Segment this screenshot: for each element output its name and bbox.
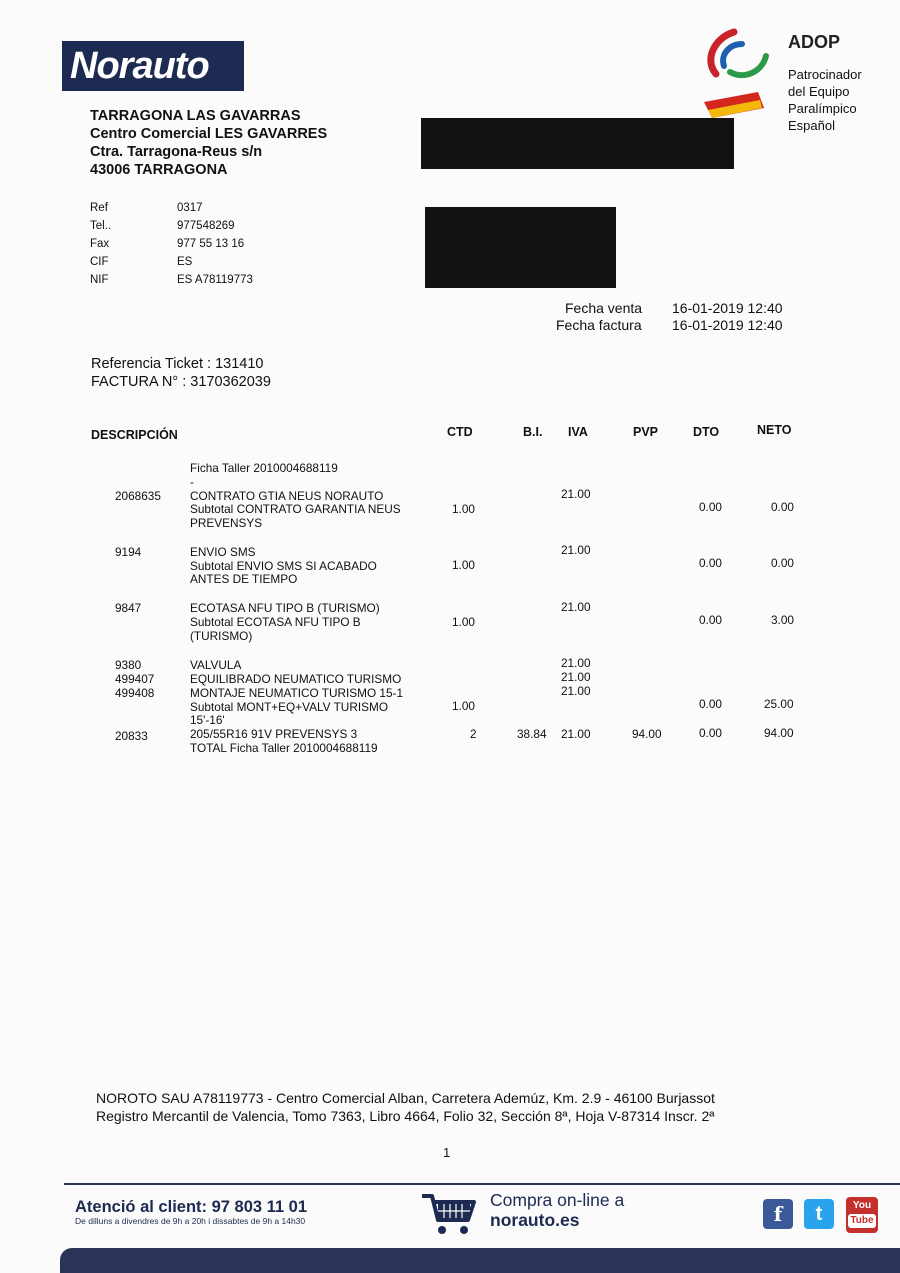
line-code: 20833 — [115, 729, 148, 743]
col-header-net: NETO — [757, 423, 792, 437]
field-label-tel: Tel.. — [90, 220, 112, 232]
line-discount: 0.00 — [699, 500, 722, 514]
col-header-vat: IVA — [568, 425, 588, 439]
line-description: TOTAL Ficha Taller 2010004688119 — [190, 741, 378, 755]
line-quantity: 1.00 — [452, 615, 475, 629]
field-value-cif: ES — [177, 256, 193, 268]
line-description: Subtotal ENVIO SMS SI ACABADO — [190, 559, 377, 573]
line-quantity: 1.00 — [452, 502, 475, 516]
line-net: 3.00 — [771, 613, 794, 627]
line-description: - — [190, 475, 194, 489]
line-vat: 21.00 — [561, 487, 591, 501]
line-description: VALVULA — [190, 658, 242, 672]
line-description: CONTRATO GTIA NEUS NORAUTO — [190, 489, 384, 503]
line-quantity: 2 — [470, 727, 477, 741]
store-line: TARRAGONA LAS GAVARRAS — [90, 108, 301, 124]
line-vat: 21.00 — [561, 670, 591, 684]
line-code: 499407 — [115, 672, 155, 686]
invoice-date-value: 16-01-2019 12:40 — [672, 317, 783, 333]
line-vat: 21.00 — [561, 684, 591, 698]
adop-line: del Equipo — [788, 84, 850, 99]
field-label-fax: Fax — [90, 238, 110, 250]
company-legal-line: NOROTO SAU A78119773 - Centro Comercial Alban, Carretera Ademúz, Km. 2.9 - 46100 Burjassot — [96, 1090, 715, 1106]
field-label-ref: Ref — [90, 202, 108, 214]
line-discount: 0.00 — [699, 613, 722, 627]
line-net: 0.00 — [771, 556, 794, 570]
line-taxable-base: 38.84 — [517, 727, 547, 741]
online-shop-link[interactable]: norauto.es — [490, 1210, 580, 1230]
line-code: 9847 — [115, 601, 142, 615]
line-net: 0.00 — [771, 500, 794, 514]
line-discount: 0.00 — [699, 726, 722, 740]
col-header-quantity: CTD — [447, 425, 473, 439]
invoice-number: FACTURA N° : 3170362039 — [91, 374, 271, 390]
line-code: 9380 — [115, 658, 142, 672]
adop-title: ADOP — [788, 32, 841, 52]
store-line: 43006 TARRAGONA — [90, 162, 228, 178]
line-discount: 0.00 — [699, 556, 722, 570]
field-label-cif: CIF — [90, 256, 109, 268]
line-unit-price: 94.00 — [632, 727, 662, 741]
line-net: 94.00 — [764, 726, 794, 740]
line-quantity: 1.00 — [452, 558, 475, 572]
logo-text: Norauto — [70, 45, 209, 87]
field-value-ref: 0317 — [177, 202, 203, 214]
norauto-logo — [62, 41, 244, 91]
line-description: Subtotal MONT+EQ+VALV TURISMO — [190, 700, 388, 714]
twitter-icon[interactable]: t — [804, 1199, 834, 1229]
line-description: Subtotal ECOTASA NFU TIPO B — [190, 615, 361, 629]
shopping-cart-icon[interactable] — [420, 1188, 480, 1240]
line-vat: 21.00 — [561, 656, 591, 670]
sale-date-value: 16-01-2019 12:40 — [672, 300, 783, 316]
store-line: Ctra. Tarragona-Reus s/n — [90, 144, 263, 160]
field-value-fax: 977 55 13 16 — [177, 238, 245, 250]
line-description: ENVIO SMS — [190, 545, 256, 559]
support-hours: De dilluns a divendres de 9h a 20h i dissabtes de 9h a 14h30 — [75, 1216, 306, 1226]
field-value-nif: ES A78119773 — [177, 274, 253, 286]
adop-line: Español — [788, 118, 835, 133]
col-header-unit-price: PVP — [633, 425, 659, 439]
invoice-date-label: Fecha factura — [556, 317, 642, 333]
line-net: 25.00 — [764, 697, 794, 711]
adop-caption — [788, 66, 862, 134]
field-value-tel: 977548269 — [177, 220, 235, 232]
line-vat: 21.00 — [561, 600, 591, 614]
youtube-icon[interactable] — [846, 1197, 878, 1233]
customer-support-phone: Atenció al client: 97 803 11 01 — [75, 1198, 308, 1216]
ticket-reference: Referencia Ticket : 131410 — [91, 356, 264, 372]
store-line: Centro Comercial LES GAVARRES — [90, 126, 328, 142]
footer-divider — [64, 1183, 900, 1185]
footer-band — [60, 1248, 900, 1273]
online-shop-caption: Compra on-line a — [490, 1190, 625, 1210]
adop-line: Paralímpico — [788, 101, 857, 116]
sale-date-label: Fecha venta — [565, 300, 643, 316]
line-description: EQUILIBRADO NEUMATICO TURISMO — [190, 672, 402, 686]
line-description: Ficha Taller 2010004688119 — [190, 461, 338, 475]
line-description: ANTES DE TIEMPO — [190, 572, 298, 586]
col-header-taxable-base: B.I. — [523, 425, 543, 439]
adop-line: Patrocinador — [788, 67, 862, 82]
col-header-description: DESCRIPCIÓN — [91, 428, 178, 442]
line-description: Subtotal CONTRATO GARANTIA NEUS — [190, 502, 401, 516]
facebook-icon[interactable]: f — [763, 1199, 793, 1229]
registry-legal-line: Registro Mercantil de Valencia, Tomo 7363, Libro 4664, Folio 32, Sección 8ª, Hoja V-87314 Inscr. 2ª — [96, 1108, 715, 1124]
line-vat: 21.00 — [561, 543, 591, 557]
line-description: PREVENSYS — [190, 516, 263, 530]
youtube-label-top: You — [852, 1200, 872, 1211]
line-description: 205/55R16 91V PREVENSYS 3 — [190, 727, 358, 741]
line-description: 15'-16' — [190, 713, 225, 727]
line-description: (TURISMO) — [190, 629, 253, 643]
col-header-discount: DTO — [693, 425, 720, 439]
line-description: MONTAJE NEUMATICO TURISMO 15-1 — [190, 686, 404, 700]
redacted-block — [421, 118, 734, 169]
field-label-nif: NIF — [90, 274, 109, 286]
line-code: 9194 — [115, 545, 142, 559]
line-code: 2068635 — [115, 489, 161, 503]
line-vat: 21.00 — [561, 727, 591, 741]
line-description: ECOTASA NFU TIPO B (TURISMO) — [190, 601, 380, 615]
youtube-label-bottom: Tube — [848, 1214, 876, 1228]
line-discount: 0.00 — [699, 697, 722, 711]
line-code: 499408 — [115, 686, 155, 700]
page-number: 1 — [443, 1145, 451, 1160]
line-quantity: 1.00 — [452, 699, 475, 713]
redacted-block — [425, 207, 616, 288]
store-address — [90, 107, 327, 179]
